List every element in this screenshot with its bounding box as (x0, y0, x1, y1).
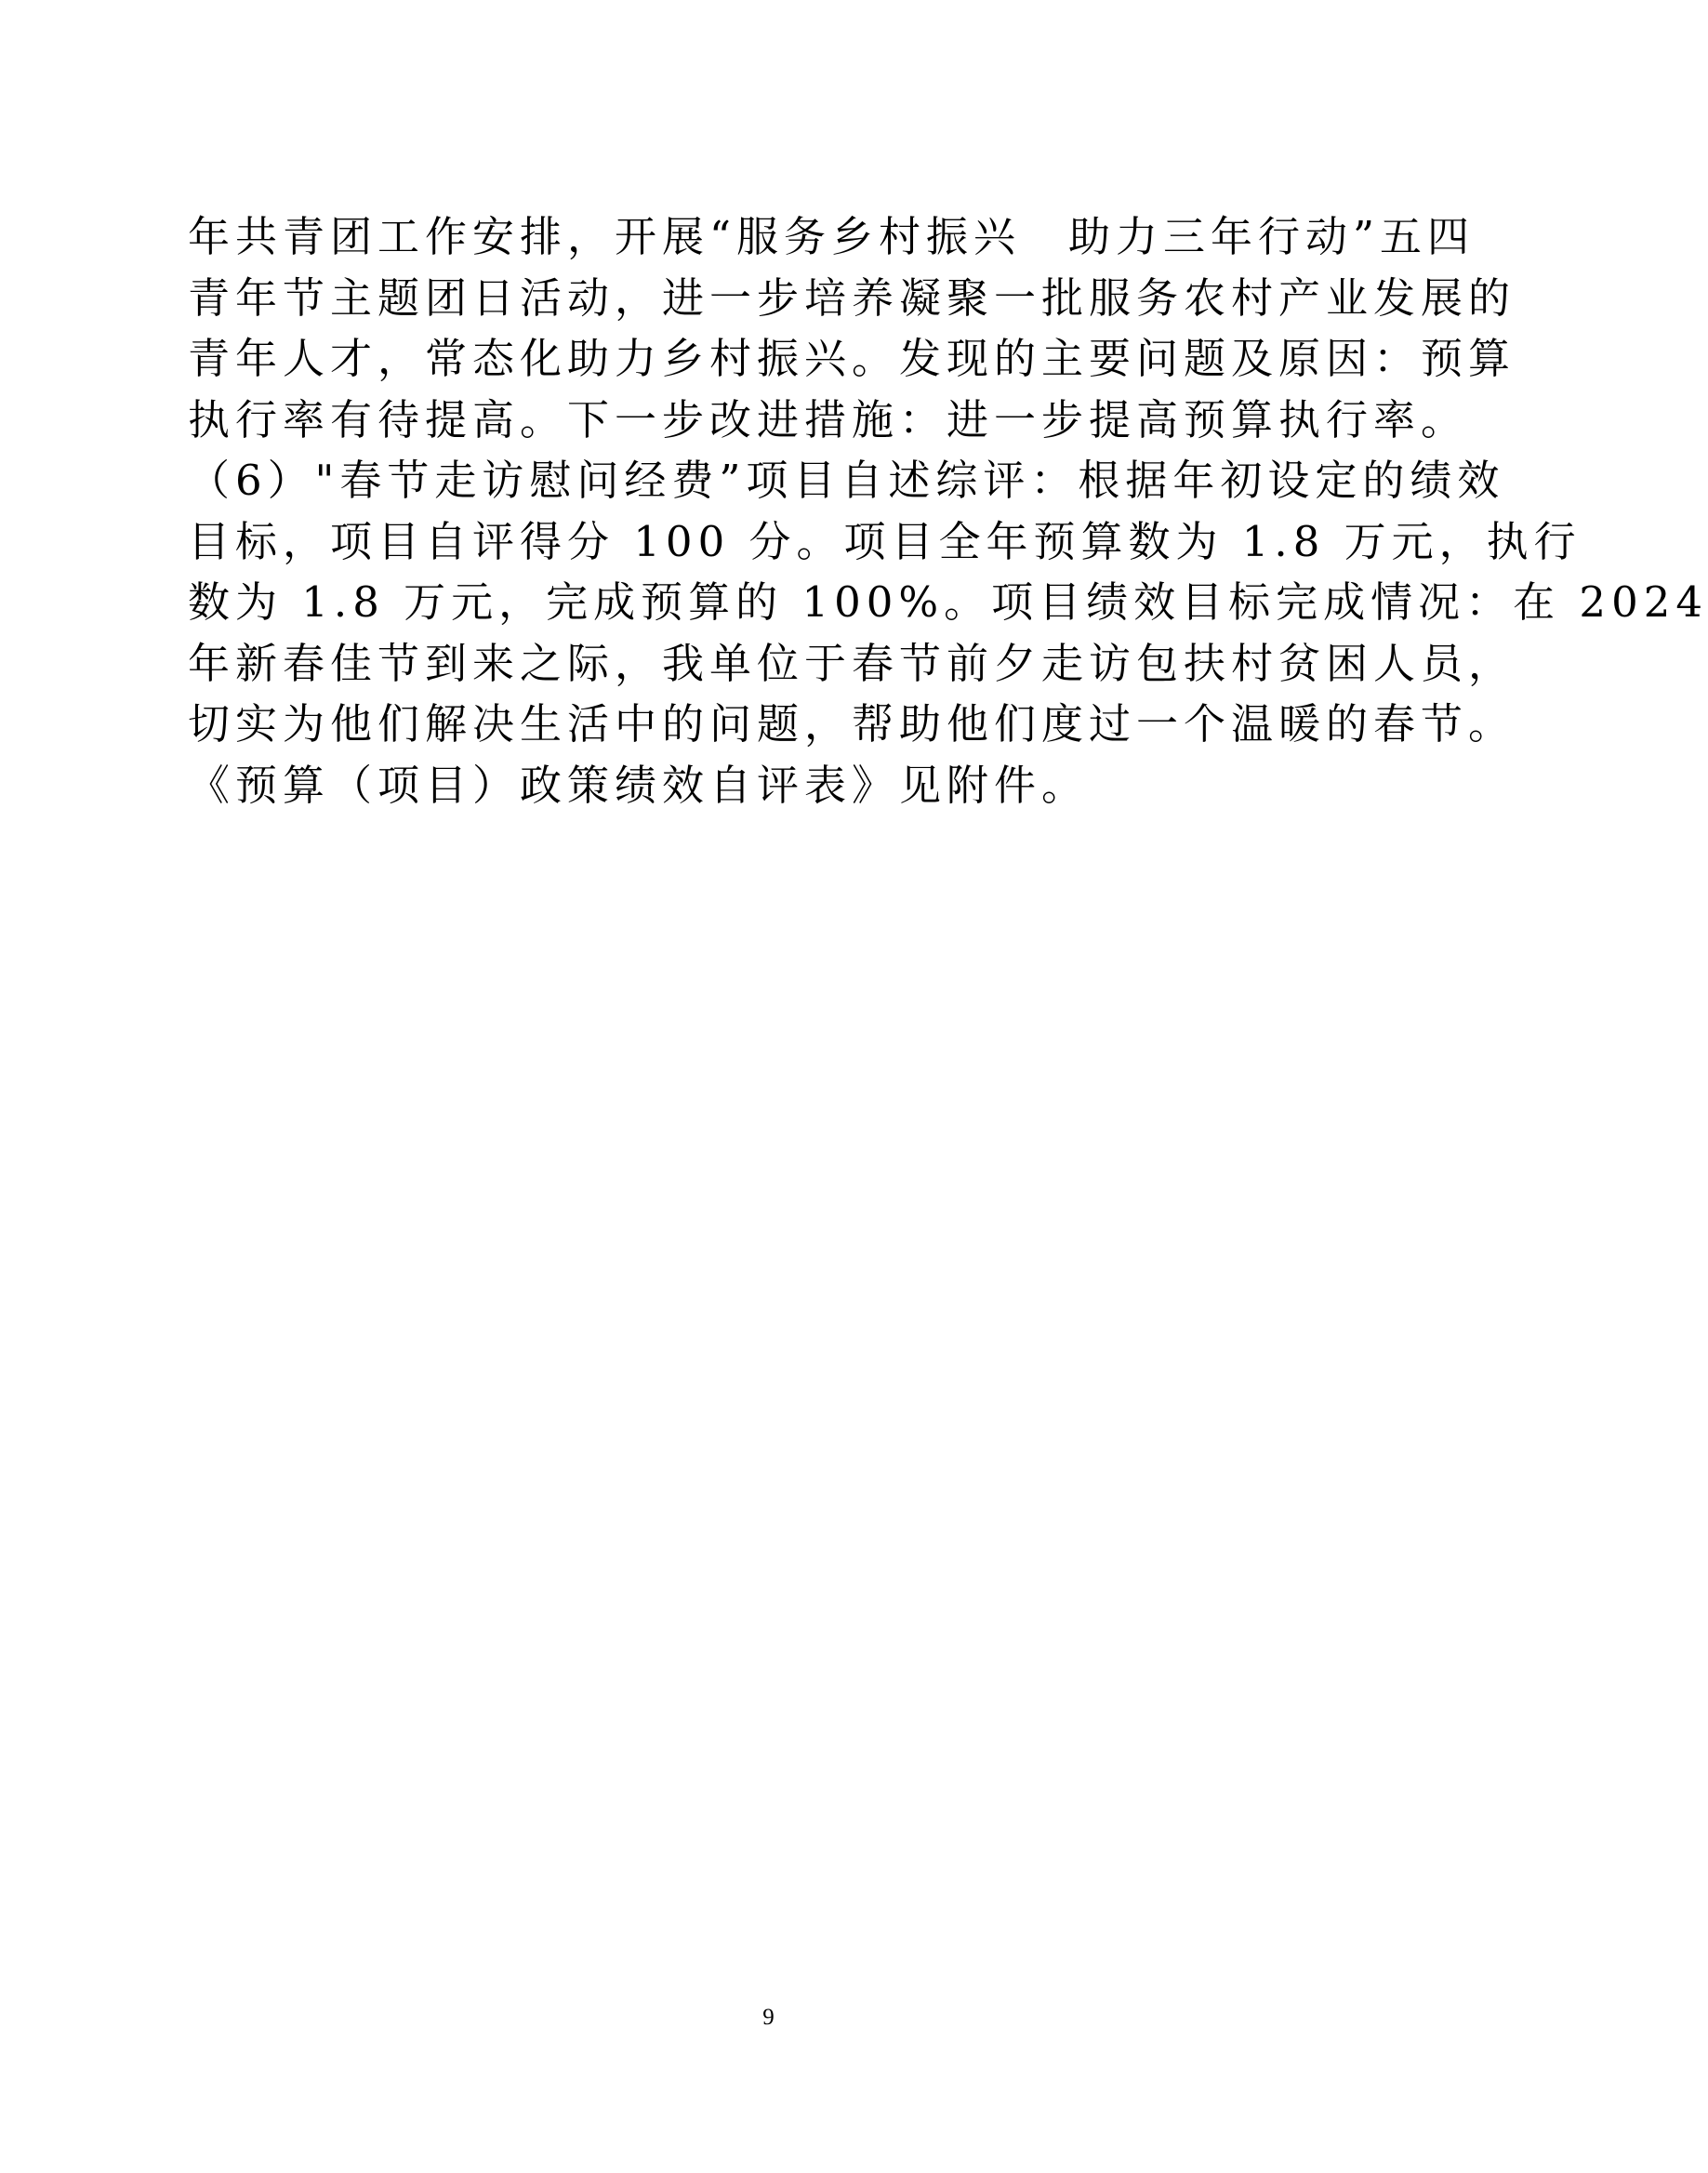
text-line: 《预算（项目）政策绩效自评表》见附件。 (188, 760, 1090, 810)
text-line: 执行率有待提高。下一步改进措施：进一步提高预算执行率。 (188, 394, 1469, 444)
text-line: （6）"春节走访慰问经费”项目自述综评：根据年初设定的绩效 (188, 456, 1505, 505)
page-number: 9 (762, 2005, 775, 2030)
text-line: 年新春佳节到来之际，我单位于春节前夕走访包扶村贫困人员， (188, 638, 1516, 688)
text-line: 切实为他们解决生活中的问题，帮助他们度过一个温暖的春节。 (188, 699, 1516, 749)
text-line: 青年节主题团日活动，进一步培养凝聚一批服务农村产业发展的 (188, 272, 1516, 323)
text-line: 数为 1.8 万元，完成预算的 100%。项目绩效目标完成情况：在 2024 (188, 577, 1708, 627)
text-line: 青年人才，常态化助力乡村振兴。发现的主要问题及原因：预算 (188, 334, 1516, 383)
text-line: 目标，项目自评得分 100 分。项目全年预算数为 1.8 万元，执行 (188, 516, 1582, 566)
text-line: 年共青团工作安排，开展“服务乡村振兴 助力三年行动”五四 (188, 212, 1476, 261)
body-text (188, 206, 1708, 815)
